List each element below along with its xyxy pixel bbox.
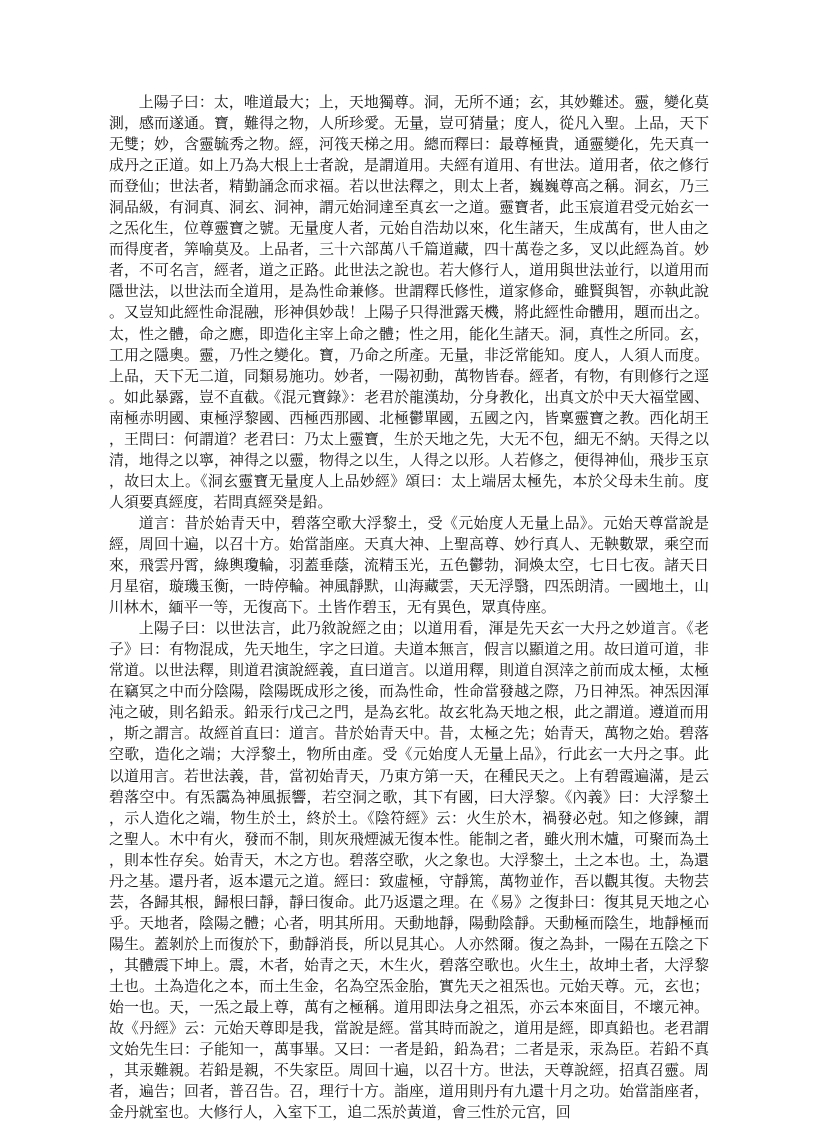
paragraph-commentary-title: 上陽子曰：太，唯道最大；上，天地獨尊。洞，无所不通；玄，其妙難述。靈，變化莫測，感而遂通。寶，難得之物，人所珍愛。无量，豈可猜量；度人，從凡入聖。上品，天下无雙；妙，含靈毓秀之物。經，河筏天梯之用。總而釋曰：最尊極貴，通靈變化，先天真一成丹之正道。如上乃為大根上士者說，是謂道用。夫經有道用、有世法。道用者，依之修行而登仙；世法者，精勤誦念而求福。若以世法釋之，則太上者，巍巍尊高之稱。洞玄，乃三洞品級，有洞真、洞玄、洞神，謂元始洞達至真玄一之道。靈寶者，此玉宸道君受元始玄一之炁化生，位尊靈寶之號。无量度人者，元始自浩劫以來，化生諸天，生成萬有，世人由之而得度者，筭喻莫及。上品者，三十六部萬八千篇道藏，四十萬卷之多，叉以此經為首。妙者，不可名言，經者，道之正路。此世法之說也。若大修行人，道用與世法並行，以道用而隱世法，以世法而全道用，是為性命兼修。世謂釋氏修性，道家修命，雖賢與智，亦執此說。又豈知此經性命混融，形神俱妙哉！上陽子只得泄露天機，將此經性命體用，題而出之。太，性之體，命之應，即造化主宰上命之體；性之用，能化生諸天。洞，真性之所同。玄，工用之隱奧。靈，乃性之變化。寶，乃命之所產。无量，非泛常能知。度人，人須人而度。上品，天下无二道，同類易施功。妙者，一陽初動，萬物皆春。經者，有物，有則修行之逕。如此暴露，豈不直截。《混元寶錄》：老君於龍漢劫，分身教化，出真文於中天大福堂國、南極赤明國、東極浮黎國、西極西那國、北極鬱單國，五國之內，皆稟靈寶之教。西化胡王，王問曰：何謂道？老君曰：乃太上靈寶，生於天地之先，大无不包，細无不納。天得之以清，地得之以寧，神得之以靈，物得之以生，人得之以形。人若修之，便得神仙，飛步玉京，故曰太上。《洞玄靈寶无量度人上品妙經》頌曰：太上端居太極先，本於父母未生前。度人須要真經度，若問真經癸是鉛。 [109, 93, 709, 511]
paragraph-scripture-text: 道言：昔於始青天中，碧落空歌大浮黎土，受《元始度人无量上品》。元始天尊當說是經，周回十遍，以召十方。始當詣座。天真大神、上聖高尊、妙行真人、无鞅數眾，乘空而來，飛雲丹霄，綠輿瓊輪，羽蓋垂蔭，流精玉光，五色鬱勃，洞煥太空，七日七夜。諸天日月星宿，璇璣玉衡，一時停輪。神風靜默，山海藏雲，天无浮翳，四炁朗清。一國地土，山川林木，緬平一等，无復高下。土皆作碧玉，无有異色，眾真侍座。 [109, 513, 709, 617]
document-page [109, 92, 709, 1123]
paragraph-commentary-scripture: 上陽子曰：以世法言，此乃敘說經之由；以道用看，渾是先天玄一大丹之妙道言。《老子》曰：有物混成，先天地生，字之曰道。夫道本無言，假言以顯道之用。故曰道可道，非常道。以世法釋，則道君演說經義，直曰道言。以道用釋，則道自溟涬之前而成太極，太極在竊冥之中而分陰陽，陰陽既成形之後，而為性命，性命當發越之際，乃日神炁。神炁因渾沌之破，則名鉛汞。鉛汞行戊己之門，是為玄牝。故玄牝為天地之根，此之謂道。遵道而用，斯之謂言。故經首直曰：道言。昔於始青天中。昔，太極之先；始青天，萬物之始。碧落空歌，造化之端；大浮黎土，物所由產。受《元始度人无量上品》，行此玄一大丹之事。此以道用言。若世法義，昔，當初始青天，乃東方第一天，在種民天之。上有碧霞遍滿，是云碧落空中。有炁靄為神風振響，若空洞之歌，其下有國，曰大浮黎。《內義》曰：大浮黎土，示人造化之端，物生於土，終於土。《陰符經》云：火生於木，禍發必尅。知之修鍊，謂之聖人。木中有火，發而不制，則灰飛煙滅无復本性。能制之者，雖火刑木爐，可聚而為土，則本性存矣。始青天，木之方也。碧落空歌，火之象也。大浮黎土，土之本也。土，為還丹之基。還丹者，返本還元之道。經曰：致虛極，守靜篤，萬物並作，吾以觀其復。夫物芸芸，各歸其根，歸根曰靜，靜曰復命。此乃返還之理。在《易》之復卦曰：復其見天地之心乎。天地者，陰陽之體；心者，明其所用。天動地靜，陽動陰靜。天動極而陰生，地靜極而陽生。蓋剝於上而復於下，動靜消長，所以見其心。人亦然爾。復之為卦，一陽在五陰之下，其體震下坤上。震，木者，始青之天，木生火，碧落空歌也。火生土，故坤土者，大浮黎土也。土為造化之本，而土生金，名為空炁金胎，實先天之祖炁也。元始天尊。元，玄也；始一也。天，一炁之最上尊，萬有之極稱。道用即法身之祖炁，亦云本來面目，不壞元神。故《丹經》云：元始天尊即是我，當說是經。當其時而說之，道用是經，即真鉛也。老君謂文始先生曰：子能知一，萬事畢。又曰：一者是鉛，鉛為君；二者是汞，汞為臣。若鉛不真，其汞難親。若鉛是親，不失家臣。周回十遍，以召十方。世法，天尊說經，招真召靈。周者，遍告；回者，普召告。召，理行十方。詣座，道用則丹有九還十月之功。始當詣座者，金丹就室也。大修行人，入室下工，追二炁於黃道，會三性於元宫，回 [109, 619, 709, 1122]
